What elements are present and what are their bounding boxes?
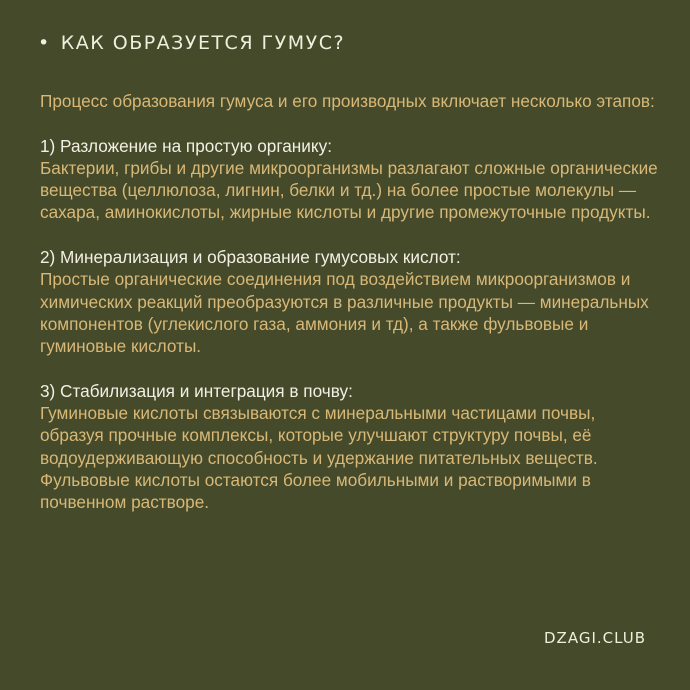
intro-paragraph: Процесс образования гумуса и его производных включает несколько этапов: [40,91,655,111]
section-heading: 1) Разложение на простую органику: [40,135,332,156]
section-heading: 2) Минерализация и образование гумусовых кислот: [40,247,461,268]
section-body: Простые органические соединения под воздействием микроорганизмов и химических реакций преобразуются в различные продукты — минеральных компонентов (углекислого газа, аммония и тд), а также фульвовые и гуминовые кислоты. [40,269,649,357]
bullet-icon: • [38,32,51,54]
page-title [38,32,345,54]
section-body: Бактерии, грибы и другие микроорганизмы разлагают сложные органические вещества (целлюлоза, лигнин, белки и тд.) на более простые молекулы — сахара, аминокислоты, жирные кислоты и другие промежуточные продукты. [40,157,658,223]
section-heading: 3) Стабилизация и интеграция в почву: [40,380,353,401]
section-decomposition [40,135,660,224]
section-stabilization [40,380,660,514]
section-body-extra: Фульвовые кислоты остаются более мобильными и растворимыми в почвенном растворе. [40,470,591,513]
brand-watermark: DZAGI.CLUB [544,629,646,647]
section-body: Гуминовые кислоты связываются с минеральными частицами почвы, образуя прочные комплексы, которые улучшают структуру почвы, её водоудерживающую способность и удержание питательных веществ. [40,403,598,468]
article-content [40,90,660,536]
section-mineralization [40,246,660,357]
title-text: КАК ОБРАЗУЕТСЯ ГУМУС? [60,32,346,54]
